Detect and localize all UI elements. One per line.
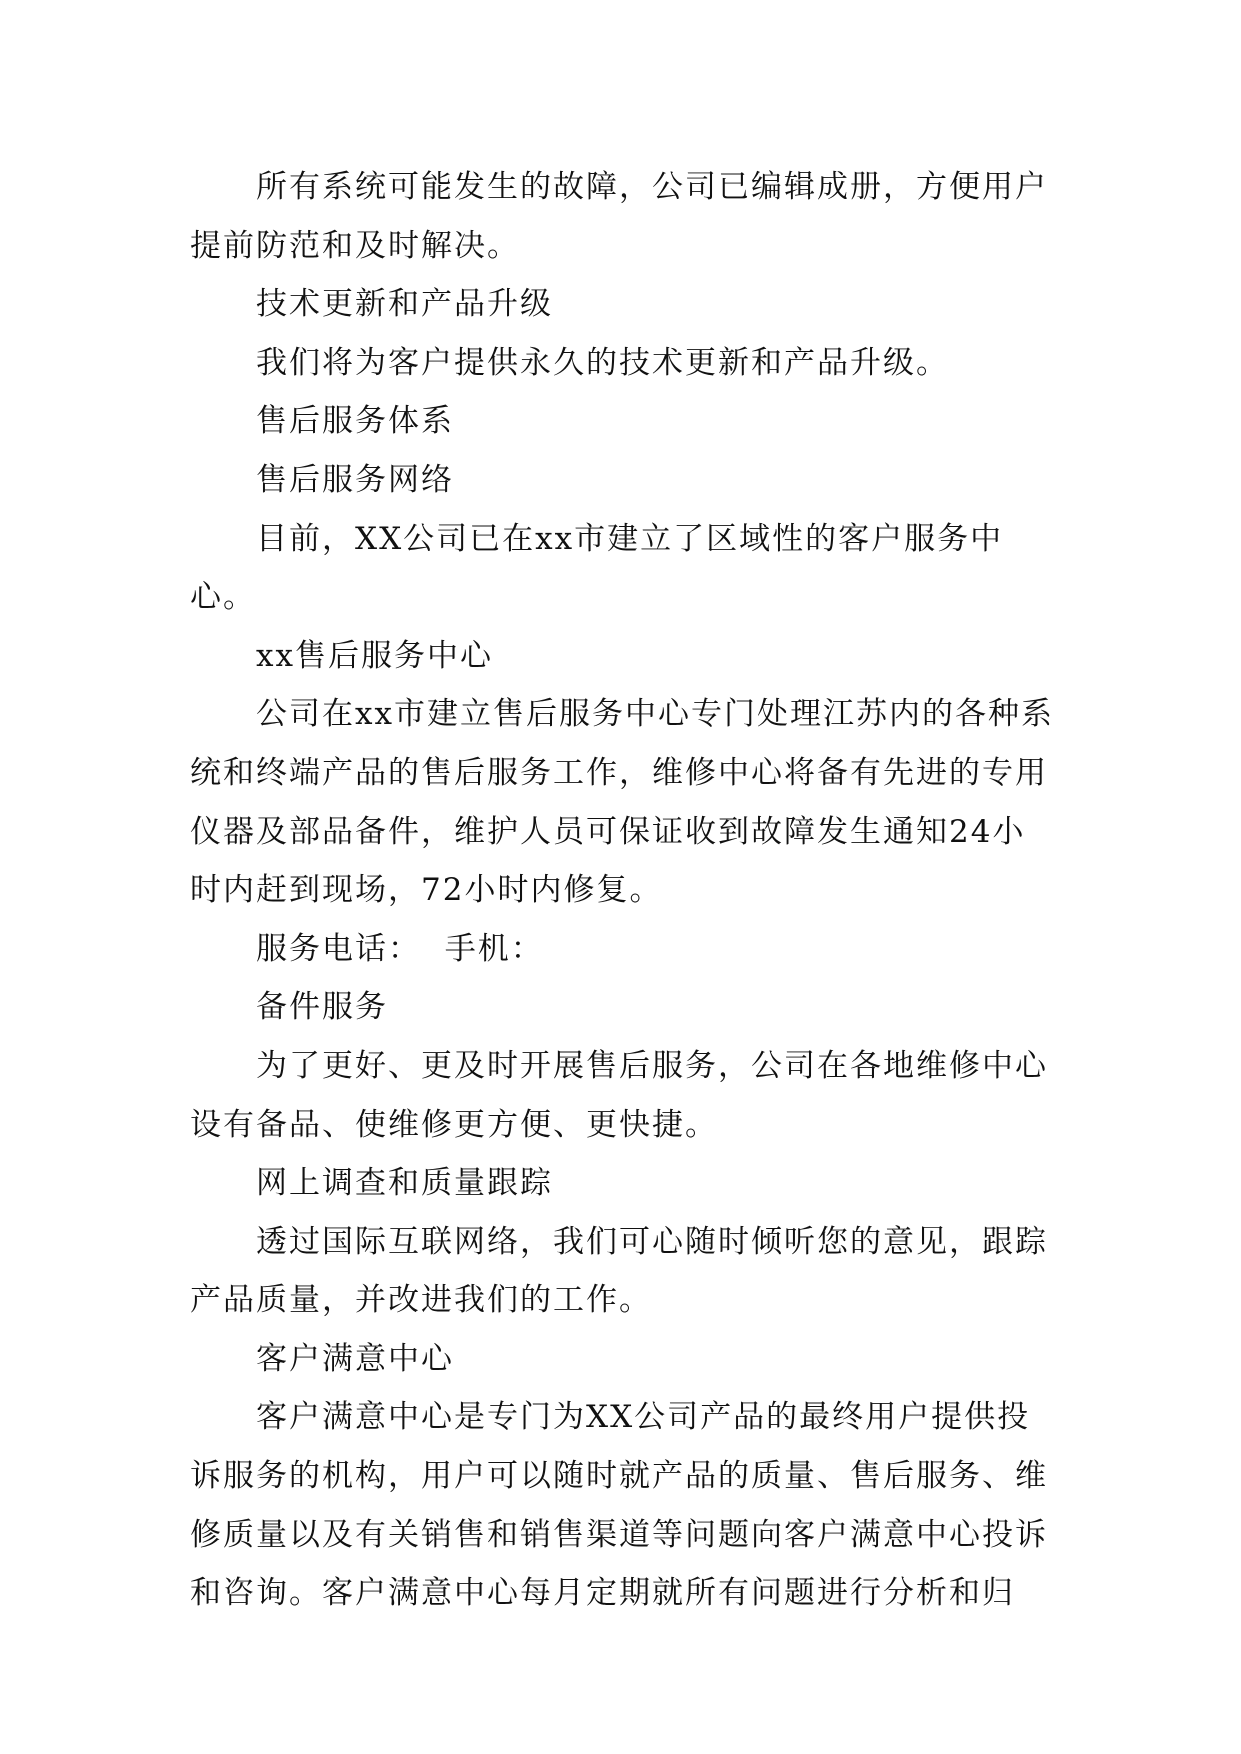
service-phone-line: 服务电话： 手机： xyxy=(256,930,544,967)
heading-service-center: xx售后服务中心 xyxy=(256,637,493,674)
paragraph-faults-manual: 所有系统可能发生的故障，公司已编辑成册，方便用户提前防范和及时解决。 xyxy=(190,169,1048,264)
heading-satisfaction-center: 客户满意中心 xyxy=(256,1340,454,1377)
paragraph-service-center: 公司在xx市建立售后服务中心专门处理江苏内的各种系统和终端产品的售后服务工作，维修中心将备有先进的专用仪器及部品备件，维护人员可保证收到故障发生通知24小时内赶到现场，72小时内修复。 xyxy=(190,696,1054,909)
heading-tech-update: 技术更新和产品升级 xyxy=(256,286,553,323)
heading-service-network: 售后服务网络 xyxy=(256,461,454,498)
document-body xyxy=(190,158,1058,1623)
heading-online-survey: 网上调查和质量跟踪 xyxy=(256,1165,553,1202)
paragraph-online-survey: 透过国际互联网络，我们可心随时倾听您的意见，跟踪产品质量，并改进我们的工作。 xyxy=(190,1223,1048,1319)
paragraph-spare-parts: 为了更好、更及时开展售后服务，公司在各地维修中心设有备品、使维修更方便、更快捷。 xyxy=(190,1047,1048,1143)
paragraph-tech-update: 我们将为客户提供永久的技术更新和产品升级。 xyxy=(256,344,949,381)
paragraph-service-network: 目前，XX公司已在xx市建立了区域性的客户服务中心。 xyxy=(190,520,1004,616)
heading-spare-parts: 备件服务 xyxy=(256,989,388,1026)
heading-service-system: 售后服务体系 xyxy=(256,403,454,440)
paragraph-satisfaction-center: 客户满意中心是专门为XX公司产品的最终用户提供投诉服务的机构，用户可以随时就产品的质量、售后服务、维修质量以及有关销售和销售渠道等问题向客户满意中心投诉和咨询。客户满意中心每月定期就所有问题进行分析和归 xyxy=(190,1399,1048,1612)
